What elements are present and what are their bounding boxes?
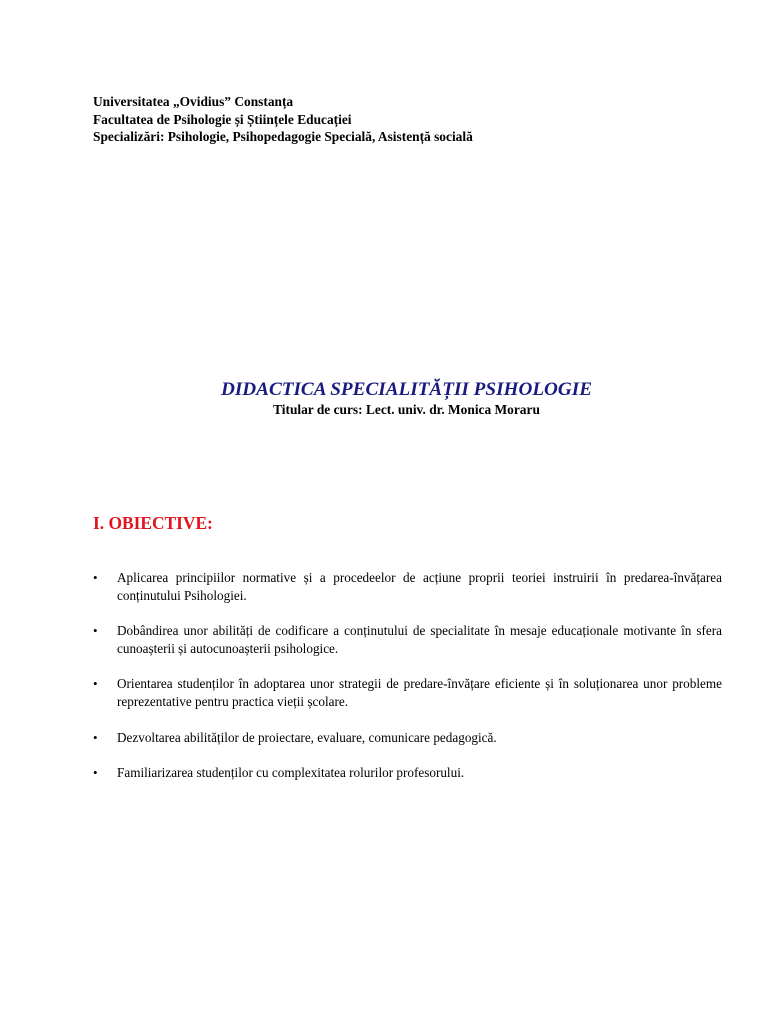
bullet-icon: • xyxy=(93,570,98,585)
bullet-icon: • xyxy=(93,676,98,692)
list-item xyxy=(93,622,722,657)
objective-text: Dobândirea unor abilități de codificare a conținutului de specialitate în mesaje educaționale motivante în sfera cunoașterii și autocunoașterii psihologice. xyxy=(117,623,722,656)
list-item xyxy=(93,729,722,747)
objective-text: Orientarea studenților în adoptarea unor strategii de predare-învățare eficiente și în soluționarea unor probleme reprezentative pentru practica vieții școlare. xyxy=(117,676,722,709)
specializations-line: Specializări: Psihologie, Psihopedagogie Specială, Asistență socială xyxy=(93,129,473,144)
faculty-name: Facultatea de Psihologie și Științele Educației xyxy=(93,111,352,127)
objectives-heading: I. OBIECTIVE: xyxy=(93,513,213,533)
bullet-icon: • xyxy=(93,765,98,781)
list-item xyxy=(93,675,722,710)
list-item xyxy=(93,764,722,782)
title-block xyxy=(93,379,720,418)
objective-text: Dezvoltarea abilităților de proiectare, evaluare, comunicare pedagogică. xyxy=(117,729,497,745)
list-item xyxy=(93,569,722,604)
objective-text: Aplicarea principiilor normative și a procedeelor de acțiune proprii teoriei instruirii în predarea-învățarea conținutului Psihologiei. xyxy=(117,570,722,603)
university-name: Universitatea „Ovidius” Constanța xyxy=(93,94,294,109)
document-header xyxy=(93,93,713,146)
bullet-icon: • xyxy=(93,729,98,745)
objectives-list xyxy=(93,569,722,782)
bullet-icon: • xyxy=(93,623,98,639)
document-title: DIDACTICA SPECIALITĂȚII PSIHOLOGIE xyxy=(220,379,593,400)
objective-text: Familiarizarea studenților cu complexitatea rolurilor profesorului. xyxy=(117,765,465,781)
course-holder: Titular de curs: Lect. univ. dr. Monica Moraru xyxy=(273,402,540,417)
